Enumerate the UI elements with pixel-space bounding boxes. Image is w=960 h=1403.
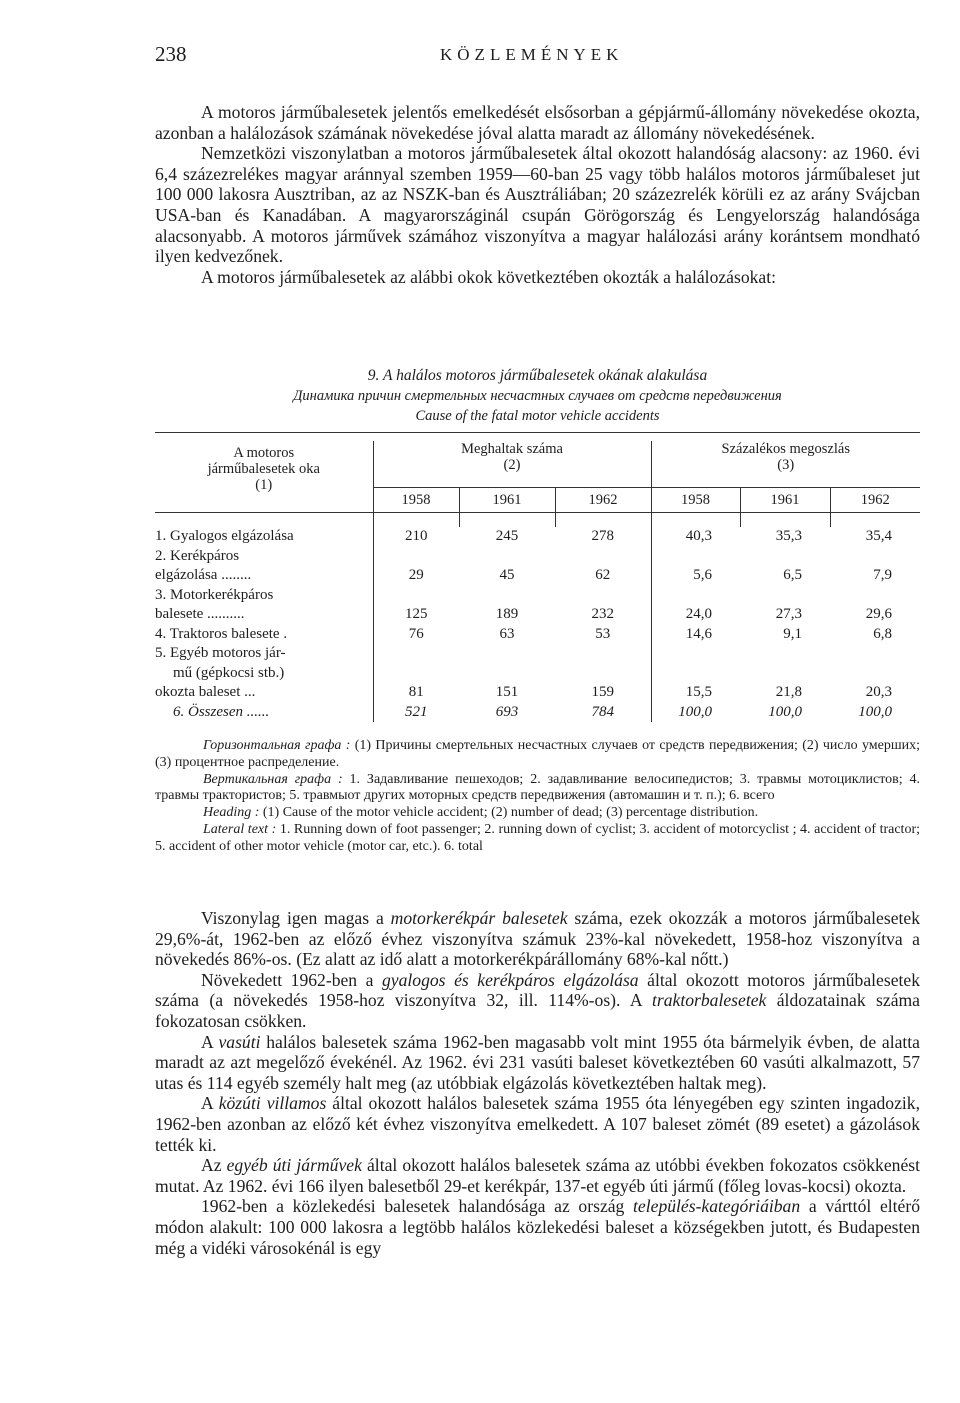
year-header: 1961	[740, 488, 830, 513]
closing-text	[155, 908, 920, 1258]
paragraph: 1962-ben a közlekedési balesetek halandósága az ország település-kategóriáiban a várttól eltérő módon alakult: 100 000 lakosra a legtöbb halálos közlekedési baleset a községekben jutott, és Budapesten még a vidéki városokénál is egy	[155, 1196, 920, 1258]
table-row-total: 6. Összesen ...... 521 693 784 100,0 100,0 100,0	[155, 703, 920, 723]
paragraph: Nemzetközi viszonylatban a motoros járműbalesetek által okozott halandóság alacsony: az 1960. évi 6,4 százezrelékes magyar aránnyal szemben 1959—60-ban 25 vagy több halálos motoros járműbaleset jut 100 000 lakosra Ausztriban, az az NSZK-ban és Ausztráliában; 20 százezrelék körüli ez az arány Svájcban USA-ban és Kanadában. A magyarországinál csupán Görögország és Lengyelország halandósága alacsonyabb. A motoros járművek számához viszonyítva a magyar halálozási arány korántsem mondható ilyen kedvezőnek.	[155, 143, 920, 267]
paragraph: A vasúti halálos balesetek száma 1962-ben magasabb volt mint 1955 óta bármelyik évben, de alatta maradt az azt megelőző évekénél. Az 1962. évi 231 vasúti baleset következtében 60 vasúti alkalmazott, 57 utas és 114 egyéb személy halt meg (az utóbbiak elgázolás következtében haltak meg).	[155, 1031, 920, 1093]
table-row: mű (gépkocsi stb.)	[155, 664, 920, 684]
year-header: 1958	[651, 488, 740, 513]
table-notes	[155, 738, 920, 856]
column-group-deaths: Meghaltak száma (2)	[373, 441, 651, 488]
table-title-hu: 9. A halálos motoros járműbalesetek okának alakulása	[367, 367, 708, 384]
year-header: 1962	[830, 488, 920, 513]
year-header: 1961	[459, 488, 555, 513]
table-row: okozta baleset ... 81 151 159 15,5 21,8 20,3	[155, 683, 920, 703]
table-row: 4. Traktoros balesete . 76 63 53 14,6 9,1 6,8	[155, 625, 920, 645]
year-header: 1962	[555, 488, 651, 513]
table-row: 2. Kerékpáros	[155, 547, 920, 567]
table-row: 5. Egyéb motoros jár-	[155, 644, 920, 664]
table-title-ru: Динамика причин смертельных несчастных случаев от средств передвижения	[293, 388, 782, 404]
paragraph: A közúti villamos által okozott halálos balesetek száma 1955 óta lényegében egy szinten ingadozik, 1962-ben azonban az előző két évhez viszonyítva emelkedett. A 107 baleset zömét (89 esetet) a gázolások tették ki.	[155, 1093, 920, 1155]
table-row: balesete .......... 125 189 232 24,0 27,3 29,6	[155, 605, 920, 625]
table-row: 3. Motorkerékpáros	[155, 586, 920, 606]
note-ru-heading: Горизонтальная графа : (1) Причины смертельных несчастных случаев от средств передвижения; (2) число умерших; (3) процентное распределение.	[155, 738, 920, 770]
paragraph: Viszonylag igen magas a motorkerékpár balesetek száma, ezek okozzák a motoros járműbalesetek 29,6%-át, 1962-ben az előző évhez viszonyítva számuk 23%-kal növekedett, 1958-hoz viszonyítva a növekedés 86%-os. (Ez alatt az idő alatt a motorkerékpárállomány 68%-kal nőtt.)	[155, 908, 920, 970]
table-caption	[155, 366, 920, 426]
column-group-percent: Százalékos megoszlás (3)	[651, 441, 920, 488]
running-title: KÖZLEMÉNYEK	[440, 45, 624, 64]
column-header-cause: A motoros járműbalesetek oka (1)	[207, 445, 320, 493]
note-en-heading: Heading : (1) Cause of the motor vehicle accident; (2) number of dead; (3) percentage distribution.	[203, 805, 759, 821]
table-row: elgázolása ........ 29 45 62 5,6 6,5 7,9	[155, 566, 920, 586]
table-title-en: Cause of the fatal motor vehicle accidents	[415, 408, 660, 424]
paragraph: A motoros járműbalesetek az alábbi okok következtében okozták a halálozásokat:	[201, 266, 777, 287]
paragraph: Növekedett 1962-ben a gyalogos és kerékpáros elgázolása által okozott motoros járműbalesetek száma (a növekedés 1958-hoz viszonyítva 32, ill. 114%-os). A traktorbalesetek áldozatainak száma fokozatosan csökken.	[155, 969, 921, 1031]
table-row: 1. Gyalogos elgázolása 210 245 278 40,3 35,3 35,4	[155, 527, 920, 547]
data-table	[155, 432, 920, 722]
page-number: 238	[155, 42, 187, 66]
paragraph: Az egyéb úti járművek által okozott halálos balesetek száma az utóbbi években fokozatos csökkenést mutat. Az 1962. évi 166 ilyen balesetből 29-et kerékpár, 137-et egyéb úti jármű (főleg lovas-kocsi) okozta.	[155, 1155, 920, 1196]
note-en-lateral: Lateral text : 1. Running down of foot passenger; 2. running down of cyclist; 3. accident of motorcyclist ; 4. accident of tractor; 5. accident of other motor vehicle (motor car, etc.). 6. total	[155, 821, 920, 854]
intro-text	[155, 102, 920, 287]
year-header: 1958	[373, 488, 459, 513]
note-ru-lateral: Вертикальная графа : 1. Задавливание пешеходов; 2. задавливание велосипедистов; 3. травмы мотоциклистов; 4. травмы трактористов; 5. травмыот других моторных средств передвижения (автомашин и т. п.); 6. всего	[155, 771, 921, 804]
page-header	[155, 42, 920, 72]
paragraph: A motoros járműbalesetek jelentős emelkedését elsősorban a gépjármű-állomány növekedése okozta, azonban a halálozások számának növekedése jóval alatta maradt az állomány növekedésének.	[155, 102, 920, 143]
